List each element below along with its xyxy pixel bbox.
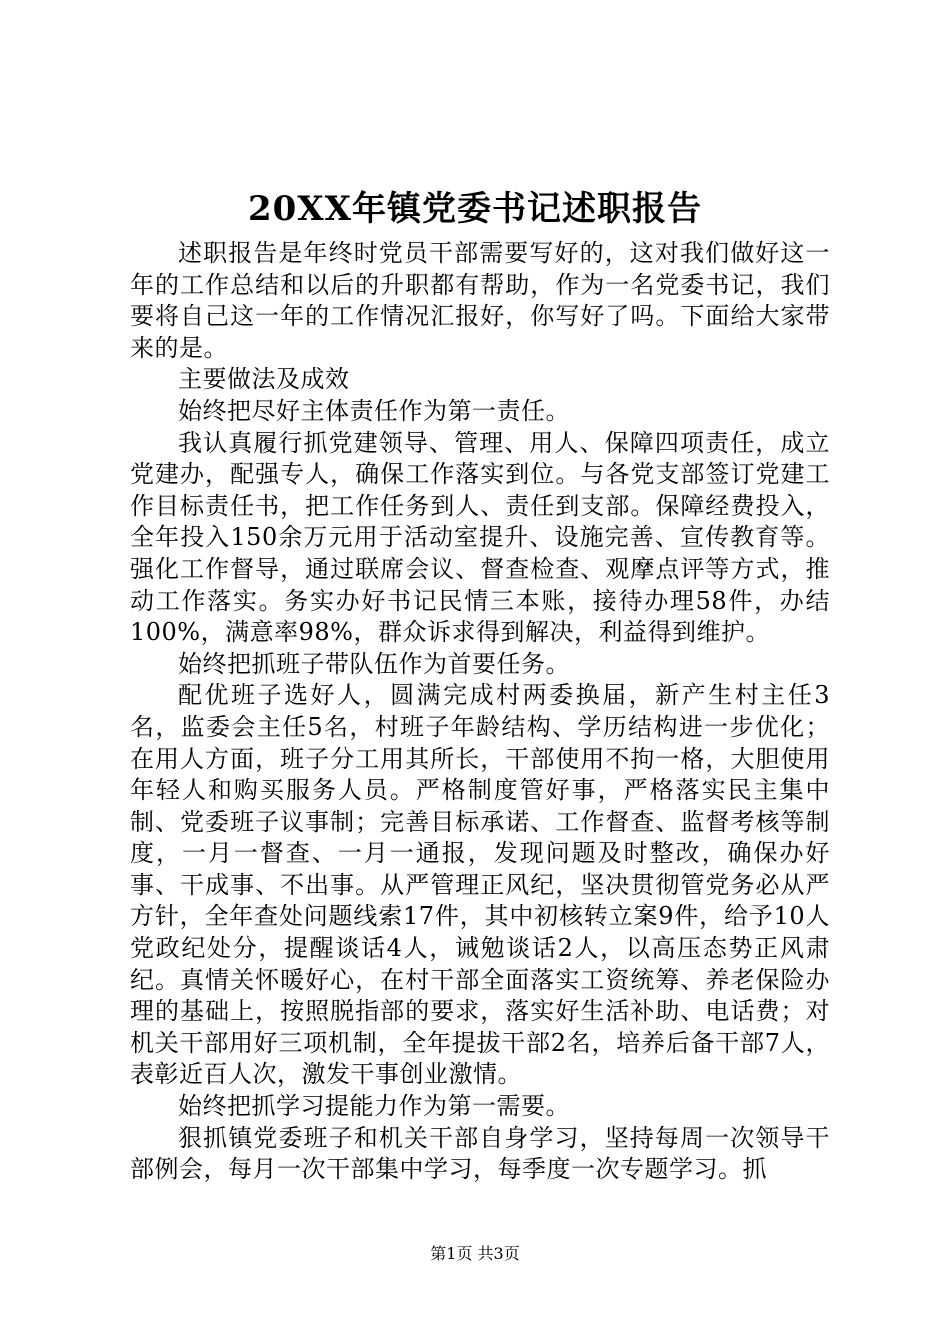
document-body [130,238,830,1186]
subheading-responsibility: 始终把尽好主体责任作为第一责任。 [178,396,570,425]
paragraph-team: 配优班子选好人，圆满完成村两委换届，新产生村主任3名，监委会主任5名，村班子年龄结构、学历结构进一步优化；在用人方面，班子分工用其所长，干部使用不拘一格，大胆使用年轻人和购买服务人员。严格制度管好事，严格落实民主集中制、党委班子议事制；完善目标承诺、工作督查、监督考核等制度，一月一督查、一月一通报，发现问题及时整改，确保办好事、干成事、不出事。从严管理正风纪，坚决贯彻管党务必从严方针，全年查处问题线索17件，其中初核转立案9件，给予10人党政纪处分，提醒谈话4人，诫勉谈话2人，以高压态势正风肃纪。真情关怀暖好心，在村干部全面落实工资统筹、养老保险办理的基础上，按照脱指部的要求，落实好生活补助、电话费；对机关干部用好三项机制，全年提拔干部2名，培养后备干部7人，表彰近百人次，激发干事创业激情。 [130,681,830,1089]
paragraph-responsibility: 我认真履行抓党建领导、管理、用人、保障四项责任，成立党建办，配强专人，确保工作落实到位。与各党支部签订党建工作目标责任书，把工作任务到人、责任到支部。保障经费投入，全年投入150余万元用于活动室提升、设施完善、宣传教育等。强化工作督导，通过联席会议、督查检查、观摩点评等方式，推动工作落实。务实办好书记民情三本账，接待办理58件，办结100%，满意率98%，群众诉求得到解决，利益得到维护。 [130,428,830,647]
section-heading: 主要做法及成效 [178,365,350,394]
page-footer: 第1页 共3页 [430,1244,520,1263]
paragraph-learning: 狠抓镇党委班子和机关干部自身学习，坚持每周一次领导干部例会，每月一次干部集中学习，每季度一次专题学习。抓 [130,1123,830,1184]
paragraph-intro: 述职报告是年终时党员干部需要写好的，这对我们做好这一年的工作总结和以后的升职都有帮助，作为一名党委书记，我们要将自己这一年的工作情况汇报好，你写好了吗。下面给大家带来的是。 [130,239,830,362]
document-title: 20XX年镇党委书记述职报告 [247,189,703,229]
subheading-learning: 始终把抓学习提能力作为第一需要。 [178,1092,570,1121]
subheading-team: 始终把抓班子带队伍作为首要任务。 [178,649,570,678]
